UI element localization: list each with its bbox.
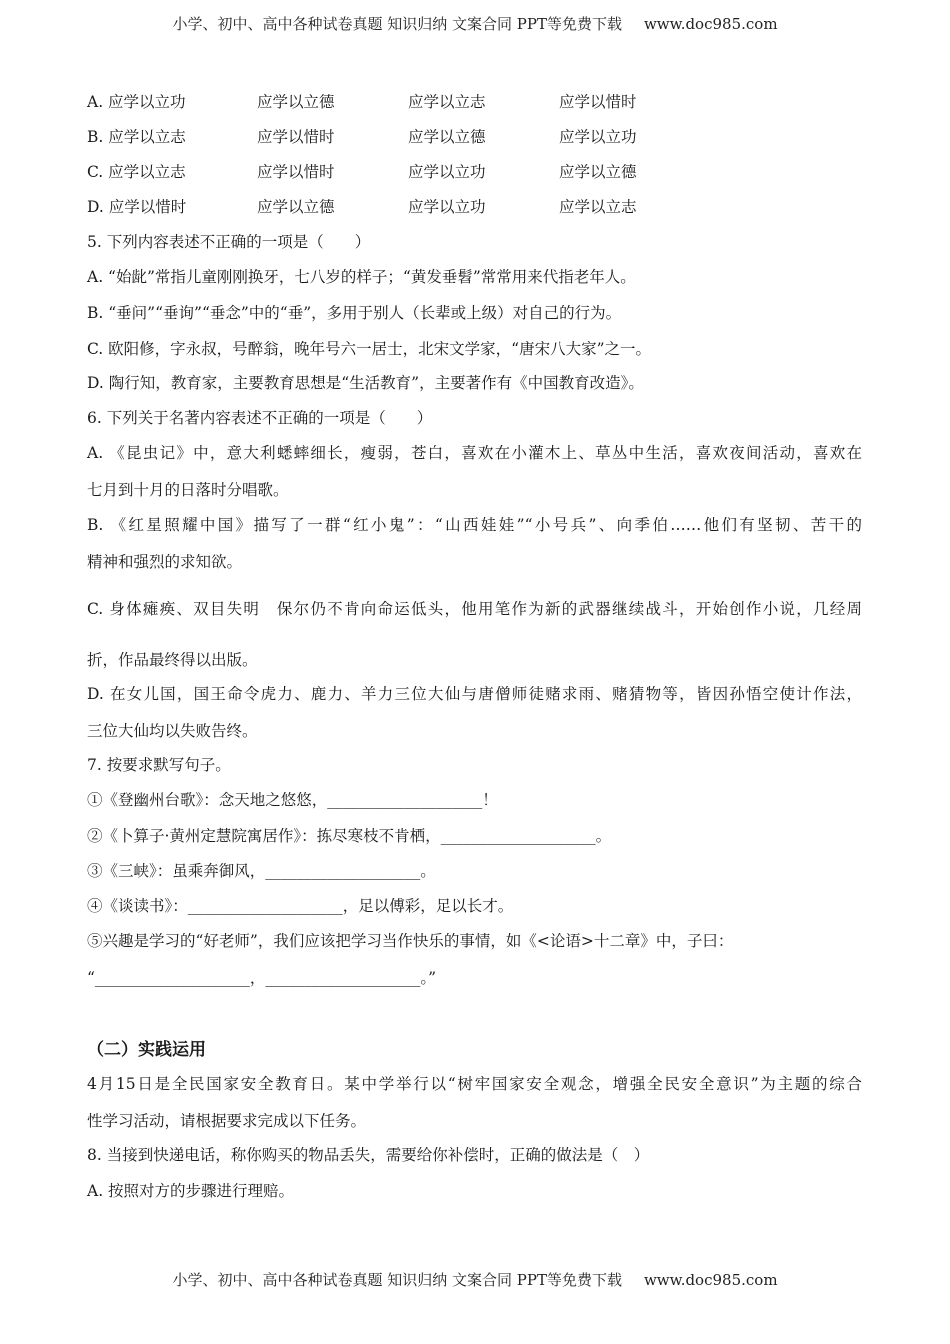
q4-option: 应学以惜时 [257,128,335,146]
q5-option-b: B. “垂问”“垂询”“垂念”中的“垂”，多用于别人（长辈或上级）对自己的行为。 [87,304,622,322]
q4-option: 应学以立志 [408,93,486,111]
q5-option-c: C. 欧阳修，字永叔，号醉翁，晚年号六一居士，北宋文学家，“唐宋八大家”之一。 [87,340,652,358]
q4-option: 应学以立德 [257,198,335,216]
q4-option: D. 应学以惜时 [87,198,187,216]
q4-option: 应学以立功 [408,198,486,216]
section-intro: 4月15日是全民国家安全教育日。某中学举行以“树牢国家安全观念，增强全民安全意识”为主题的综合 [87,1075,862,1093]
q4-option: 应学以立功 [408,163,486,181]
q4-option: 应学以立志 [559,198,637,216]
page-footer [0,1269,950,1290]
q6-option-d-cont: 三位大仙均以失败告终。 [87,722,258,740]
q7-item-5-blanks: “____________________，____________________。” [87,969,437,987]
q4-option: 应学以立德 [559,163,637,181]
q4-option: C. 应学以立志 [87,163,186,181]
q6-option-c: C. 身体瘫痪、双目失明 保尔仍不肯向命运低头，他用笔作为新的武器继续战斗，开始创作小说，几经周 [87,600,862,618]
header-site-link[interactable]: www.doc985.com [643,15,778,33]
q5-stem: 5. 下列内容表述不正确的一项是（ ） [87,233,371,251]
q4-option: 应学以惜时 [559,93,637,111]
q6-option-a: A. 《昆虫记》中，意大利蟋蟀细长，瘦弱，苍白，喜欢在小灌木上、草丛中生活，喜欢夜间活动，喜欢在 [87,444,862,462]
q5-option-d: D. 陶行知，教育家，主要教育思想是“生活教育”，主要著作有《中国教育改造》。 [87,374,644,392]
q5-option-a: A. “始龀”常指儿童刚刚换牙，七八岁的样子；“黄发垂髫”常常用来代指老年人。 [87,268,636,286]
section-title: （二）实践运用 [87,1040,206,1060]
page-header [0,13,950,34]
q8-option-a: A. 按照对方的步骤进行理赔。 [87,1182,295,1200]
q4-option: B. 应学以立志 [87,128,186,146]
q6-stem: 6. 下列关于名著内容表述不正确的一项是（ ） [87,409,433,427]
q6-option-a-cont: 七月到十月的日落时分唱歌。 [87,481,289,499]
q7-item-5: ⑤兴趣是学习的“好老师”，我们应该把学习当作快乐的事情，如《<论语>十二章》中，子曰： [87,932,734,950]
section-intro-cont: 性学习活动，请根据要求完成以下任务。 [87,1112,367,1130]
q4-option: 应学以立德 [257,93,335,111]
q6-option-b-cont: 精神和强烈的求知欲。 [87,553,243,571]
q7-item-3: ③《三峡》：虽乘奔御风，____________________。 [87,862,436,880]
footer-text: 小学、初中、高中各种试卷真题 知识归纳 文案合同 PPT等免费下载 [172,1271,622,1289]
q7-item-2: ②《卜算子·黄州定慧院寓居作》：拣尽寒枝不肯栖，____________________。 [87,827,612,845]
q7-stem: 7. 按要求默写句子。 [87,756,231,774]
q4-option: A. 应学以立功 [87,93,186,111]
footer-site-link[interactable]: www.doc985.com [643,1271,778,1289]
q7-item-4: ④《谈读书》：____________________，足以傅彩，足以长才。 [87,897,514,915]
q4-option: 应学以惜时 [257,163,335,181]
q4-option: 应学以立德 [408,128,486,146]
header-text: 小学、初中、高中各种试卷真题 知识归纳 文案合同 PPT等免费下载 [172,15,622,33]
q6-option-b: B. 《红星照耀中国》描写了一群“红小鬼”：“山西娃娃”“小号兵”、向季伯……他们有坚韧、苦干的 [87,516,862,534]
q4-option: 应学以立功 [559,128,637,146]
q7-item-1: ①《登幽州台歌》：念天地之悠悠，____________________！ [87,791,498,809]
q6-option-d: D. 在女儿国，国王命令虎力、鹿力、羊力三位大仙与唐僧师徒赌求雨、赌猜物等，皆因孙悟空使计作法， [87,685,862,703]
q6-option-c-cont: 折，作品最终得以出版。 [87,651,258,669]
q8-stem: 8. 当接到快递电话，称你购买的物品丢失，需要给你补偿时，正确的做法是（ ） [87,1146,650,1164]
